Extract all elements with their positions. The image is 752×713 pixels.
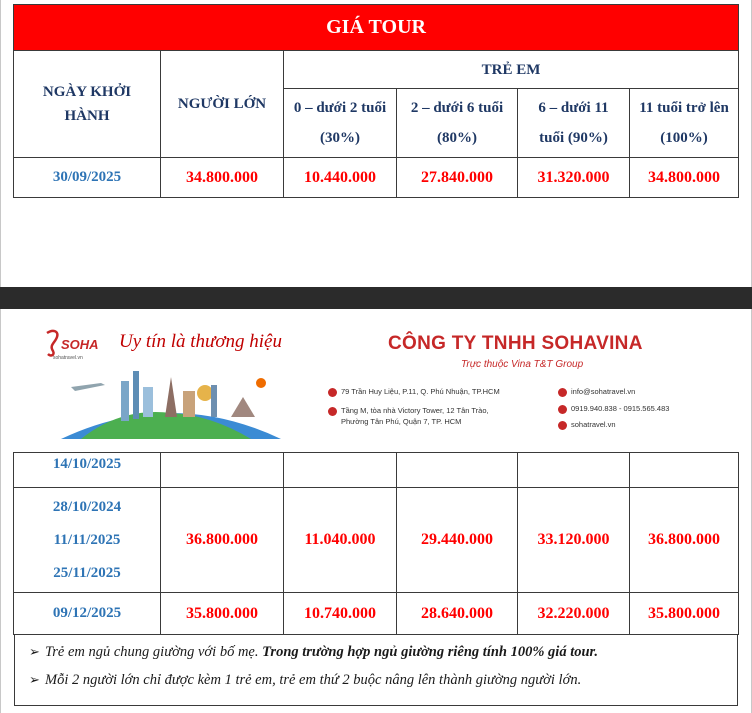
header-child-6-11: 6 – dưới 11 tuổi (90%)	[518, 89, 630, 158]
table-row	[14, 453, 739, 488]
contact-website: sohatravel.vn	[558, 419, 616, 430]
price-adult	[161, 453, 284, 488]
note-item: ➢ Trẻ em ngủ chung giường với bố mẹ. Trong trường hợp ngủ giường riêng tính 100% giá tour.	[29, 644, 599, 660]
date-cell: 30/09/2025	[14, 158, 161, 198]
price-adult: 34.800.000	[161, 158, 284, 198]
price-child-0-2: 11.040.000	[284, 488, 397, 593]
header-child-11-plus: 11 tuổi trở lên (100%)	[630, 89, 739, 158]
arrow-bullet-icon: ➢	[29, 672, 40, 687]
contact-email: info@sohatravel.vn	[558, 386, 635, 397]
document-page-bottom	[0, 309, 752, 713]
company-logo	[43, 327, 103, 363]
note-item: ➢ Mỗi 2 người lớn chỉ được kèm 1 trẻ em, trẻ em thứ 2 buộc nâng lên thành giường người lớn.	[29, 672, 582, 688]
price-child-2-6	[397, 453, 518, 488]
globe-icon	[558, 421, 567, 430]
price-table-bottom	[13, 452, 739, 635]
table-row	[14, 488, 739, 593]
header-adult: NGƯỜI LỚN	[161, 51, 284, 158]
header-departure: NGÀY KHỞI HÀNH	[14, 51, 161, 158]
price-child-11-plus: 35.800.000	[630, 593, 739, 635]
date-cell: 28/10/2024 11/11/2025 25/11/2025	[14, 488, 161, 593]
email-icon	[558, 388, 567, 397]
contact-phone: 0919.940.838 - 0915.565.483	[558, 403, 669, 414]
address-2: Tầng M, tòa nhà Victory Tower, 12 Tân Trào, Phường Tân Phú, Quận 7, TP. HCM	[328, 405, 489, 427]
price-child-2-6: 27.840.000	[397, 158, 518, 198]
company-subsidiary: Trực thuộc Vina T&T Group	[461, 359, 584, 370]
company-slogan: Uy tín là thương hiệu	[119, 331, 282, 352]
notes-box	[14, 634, 738, 706]
price-child-11-plus: 36.800.000	[630, 488, 739, 593]
price-child-0-2	[284, 453, 397, 488]
price-child-6-11: 31.320.000	[518, 158, 630, 198]
price-child-2-6: 28.640.000	[397, 593, 518, 635]
table-row	[14, 593, 739, 635]
price-child-2-6: 29.440.000	[397, 488, 518, 593]
price-adult: 35.800.000	[161, 593, 284, 635]
price-table-top	[13, 4, 739, 198]
travel-landmarks-illustration	[61, 367, 281, 439]
company-name: CÔNG TY TNHH SOHAVINA	[388, 333, 643, 354]
price-adult: 36.800.000	[161, 488, 284, 593]
price-child-0-2: 10.440.000	[284, 158, 397, 198]
price-child-11-plus: 34.800.000	[630, 158, 739, 198]
svg-text:sohatravel.vn: sohatravel.vn	[53, 355, 83, 361]
address-1: 79 Trần Huy Liệu, P.11, Q. Phú Nhuận, TP.HCM	[328, 386, 500, 397]
date-cell: 14/10/2025	[14, 453, 161, 488]
date-cell: 09/12/2025	[14, 593, 161, 635]
location-pin-icon	[328, 388, 337, 397]
price-child-11-plus	[630, 453, 739, 488]
phone-icon	[558, 405, 567, 414]
price-child-0-2: 10.740.000	[284, 593, 397, 635]
price-child-6-11	[518, 453, 630, 488]
document-page-top	[0, 0, 752, 287]
location-pin-icon	[328, 407, 337, 416]
arrow-bullet-icon: ➢	[29, 644, 40, 659]
table-title: GIÁ TOUR	[14, 5, 739, 51]
logo-icon	[43, 327, 103, 363]
price-child-6-11: 32.220.000	[518, 593, 630, 635]
header-child-0-2: 0 – dưới 2 tuổi (30%)	[284, 89, 397, 158]
header-children: TRẺ EM	[284, 51, 739, 89]
svg-text:SOHA: SOHA	[61, 337, 99, 352]
price-child-6-11: 33.120.000	[518, 488, 630, 593]
table-row	[14, 158, 739, 198]
page-separator	[0, 287, 752, 309]
header-child-2-6: 2 – dưới 6 tuổi (80%)	[397, 89, 518, 158]
